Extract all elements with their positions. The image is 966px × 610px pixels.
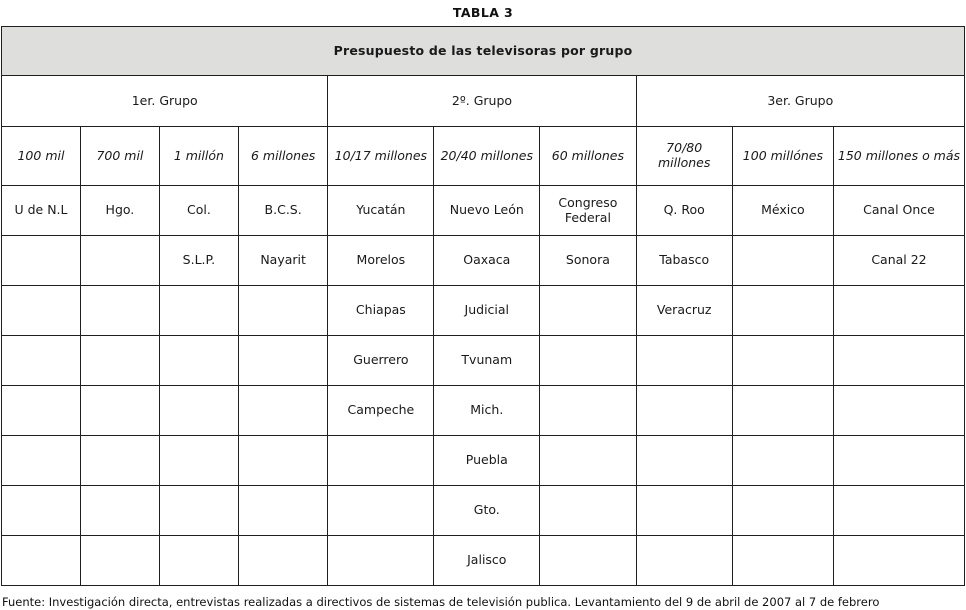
table-cell: [833, 536, 964, 586]
table-cell: México: [732, 186, 833, 236]
table-cell: Col.: [159, 186, 238, 236]
budget-table: [1, 26, 965, 586]
amount-header-cell: 100 mil: [2, 127, 81, 186]
table-cell: [732, 286, 833, 336]
table-cell: [636, 336, 732, 386]
table-row: [2, 236, 965, 286]
table-cell: [328, 436, 434, 486]
group-header-cell: 3er. Grupo: [636, 76, 964, 127]
table-row: [2, 186, 965, 236]
table-cell: [540, 336, 636, 386]
table-cell: [159, 436, 238, 486]
table-cell: [80, 436, 159, 486]
amount-header-cell: 10/17 millones: [328, 127, 434, 186]
table-cell: [159, 536, 238, 586]
table-cell: [833, 436, 964, 486]
table-cell: Judicial: [434, 286, 540, 336]
table-cell: [732, 336, 833, 386]
table-cell: [238, 486, 328, 536]
table-title-row: [2, 27, 965, 76]
table-cell: [2, 236, 81, 286]
table-cell: [238, 536, 328, 586]
amount-header-cell: 60 millones: [540, 127, 636, 186]
table-cell: [238, 286, 328, 336]
table-cell: Sonora: [540, 236, 636, 286]
table-cell: [238, 386, 328, 436]
table-cell: [80, 286, 159, 336]
amount-header-cell: 700 mil: [80, 127, 159, 186]
amount-header-cell: 150 millones o más: [833, 127, 964, 186]
table-cell: [2, 436, 81, 486]
table-cell: [2, 536, 81, 586]
table-cell: [636, 436, 732, 486]
amount-header-row: [2, 127, 965, 186]
table-cell: Tvunam: [434, 336, 540, 386]
amount-header-cell: 6 millones: [238, 127, 328, 186]
table-cell: [636, 536, 732, 586]
table-cell: Hgo.: [80, 186, 159, 236]
amount-header-cell: 100 millónes: [732, 127, 833, 186]
table-cell: [540, 536, 636, 586]
table-cell: Mich.: [434, 386, 540, 436]
table-cell: [238, 336, 328, 386]
table-cell: [328, 536, 434, 586]
group-header-cell: 2º. Grupo: [328, 76, 636, 127]
table-cell: [159, 386, 238, 436]
table-cell: [833, 336, 964, 386]
table-cell: Congreso Federal: [540, 186, 636, 236]
table-cell: Q. Roo: [636, 186, 732, 236]
table-cell: [80, 336, 159, 386]
table-cell: Tabasco: [636, 236, 732, 286]
table-cell: Gto.: [434, 486, 540, 536]
table-cell: [833, 386, 964, 436]
table-cell: Jalisco: [434, 536, 540, 586]
table-cell: [540, 486, 636, 536]
table-row: [2, 286, 965, 336]
table-cell: [732, 486, 833, 536]
table-cell: [159, 286, 238, 336]
table-row: [2, 536, 965, 586]
table-cell: Chiapas: [328, 286, 434, 336]
table-cell: [238, 436, 328, 486]
table-cell: [540, 386, 636, 436]
table-cell: [833, 286, 964, 336]
table-cell: [80, 236, 159, 286]
table-cell: Canal 22: [833, 236, 964, 286]
table-row: [2, 386, 965, 436]
table-cell: [636, 486, 732, 536]
table-cell: [2, 386, 81, 436]
table-cell: [636, 386, 732, 436]
table-cell: Yucatán: [328, 186, 434, 236]
table-cell: [540, 436, 636, 486]
table-row: [2, 436, 965, 486]
table-cell: [80, 486, 159, 536]
table-source-note: Fuente: Investigación directa, entrevistas realizadas a directivos de sistemas de televisión publica. Levantamiento del 9 de abril de 2007 al 7 de febrero: [2, 595, 880, 609]
table-row: [2, 336, 965, 386]
table-cell: [328, 486, 434, 536]
table-cell: Nayarit: [238, 236, 328, 286]
table-cell: [80, 386, 159, 436]
table-cell: U de N.L: [2, 186, 81, 236]
table-cell: [2, 486, 81, 536]
table-cell: [2, 286, 81, 336]
table-cell: [732, 536, 833, 586]
amount-header-cell: 70/80 millones: [636, 127, 732, 186]
table-cell: Oaxaca: [434, 236, 540, 286]
table-cell: [159, 336, 238, 386]
table-cell: [732, 436, 833, 486]
table-title: Presupuesto de las televisoras por grupo: [2, 27, 965, 76]
table-cell: Puebla: [434, 436, 540, 486]
table-cell: Campeche: [328, 386, 434, 436]
table-cell: [833, 486, 964, 536]
table-cell: B.C.S.: [238, 186, 328, 236]
table-row: [2, 486, 965, 536]
table-body: [2, 27, 965, 586]
table-cell: [159, 486, 238, 536]
table-cell: [2, 336, 81, 386]
table-cell: Morelos: [328, 236, 434, 286]
amount-header-cell: 1 millón: [159, 127, 238, 186]
group-header-cell: 1er. Grupo: [2, 76, 328, 127]
group-header-row: [2, 76, 965, 127]
table-cell: Nuevo León: [434, 186, 540, 236]
table-cell: Canal Once: [833, 186, 964, 236]
table-cell: S.L.P.: [159, 236, 238, 286]
table-cell: [540, 286, 636, 336]
table-cell: [80, 536, 159, 586]
amount-header-cell: 20/40 millones: [434, 127, 540, 186]
table-cell: Guerrero: [328, 336, 434, 386]
table-cell: [732, 386, 833, 436]
table-cell: Veracruz: [636, 286, 732, 336]
table-label: TABLA 3: [452, 5, 514, 20]
table-cell: [732, 236, 833, 286]
